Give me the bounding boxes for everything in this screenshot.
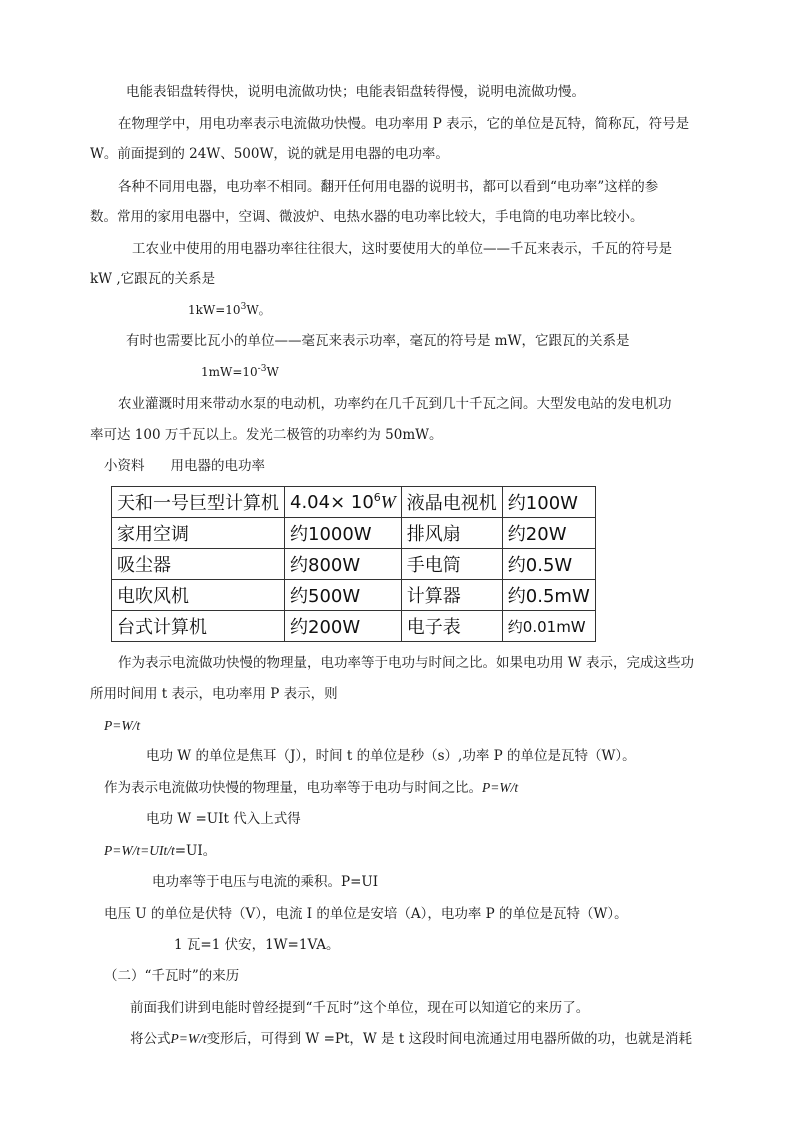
formula-inline: P=W/t: [482, 780, 519, 795]
table-cell: 电子表: [401, 611, 502, 642]
table-cell: 天和一号巨型计算机: [112, 487, 285, 518]
paragraph-line: 工农业中使用的用电器功率往往很大，这时要使用大的单位——千瓦来表示，千瓦的符号是: [132, 241, 672, 257]
section-heading: （二）“千瓦时”的来历: [104, 968, 240, 984]
table-cell: 液晶电视机: [401, 487, 502, 518]
table-row: [112, 518, 596, 549]
paragraph-line: 所用时间用 t 表示，电功率用 P 表示，则: [90, 686, 338, 702]
cell-exponent: 6: [373, 490, 381, 504]
formula-kw: [188, 300, 271, 320]
paragraph-line: 在物理学中，用电功率表示电流做功快慢。电功率用 P 表示，它的单位是瓦特，简称瓦，符号是: [118, 116, 690, 132]
paragraph-line: 电功率等于电压与电流的乘积。P=UI: [152, 874, 379, 890]
table-cell: 约0.5W: [502, 549, 595, 580]
paragraph-line: 率可达 100 万千瓦以上。发光二极管的功率约为 50mW。: [90, 427, 443, 443]
paragraph-line: W。前面提到的 24W、500W，说的就是用电器的电功率。: [90, 146, 449, 162]
formula-inline: P=W/t: [170, 1031, 207, 1046]
caption-title: 用电器的电功率: [170, 458, 265, 474]
formula-text: W。: [246, 303, 271, 317]
table-cell: 约0.01mW: [502, 611, 595, 642]
table-cell: 计算器: [401, 580, 502, 611]
line-text: 作为表示电流做功快慢的物理量，电功率等于电功与时间之比。: [104, 780, 482, 796]
paragraph-line: 数。常用的家用电器中，空调、微波炉、电热水器的电功率比较大，手电筒的电功率比较小。: [90, 209, 644, 225]
sidebar-caption: [104, 456, 265, 476]
formula-exponent: -3: [257, 364, 267, 374]
formula-exponent: 3: [240, 302, 247, 312]
table-cell: 台式计算机: [112, 611, 285, 642]
table-cell: 手电筒: [401, 549, 502, 580]
paragraph-line: 电功 W =UIt 代入上式得: [146, 811, 301, 827]
table-cell: 排风扇: [401, 518, 502, 549]
formula-text: 1kW=10: [188, 303, 241, 317]
formula-unit: 1 瓦=1 伏安，1W=1VA。: [174, 937, 340, 953]
table-cell: 约500W: [285, 580, 402, 611]
formula-text: 1mW=10: [201, 365, 258, 379]
table-cell: 约20W: [502, 518, 595, 549]
table-row: [112, 580, 596, 611]
paragraph-line: 前面我们讲到电能时曾经提到“千瓦时”这个单位，现在可以知道它的来历了。: [130, 1000, 590, 1016]
power-table: [111, 486, 596, 642]
formula-text: W: [266, 365, 279, 379]
table-cell: [285, 487, 402, 518]
paragraph-line: 电能表铝盘转得快，说明电流做功快；电能表铝盘转得慢，说明电流做功慢。: [126, 84, 585, 100]
caption-label: 小资料: [104, 458, 145, 474]
table-cell: 约1000W: [285, 518, 402, 549]
formula-power: P=W/t: [104, 718, 141, 733]
paragraph-line: 农业灌溉时用来带动水泵的电动机，功率约在几千瓦到几十千瓦之间。大型发电站的发电机功: [118, 396, 672, 412]
table-cell: 吸尘器: [112, 549, 285, 580]
table-row: [112, 611, 596, 642]
table-cell: 约100W: [502, 487, 595, 518]
formula-inline: P=W/t=UIt/t: [104, 843, 175, 858]
formula-derivation: [104, 841, 216, 861]
table-cell: 家用空调: [112, 518, 285, 549]
table-cell: 电吹风机: [112, 580, 285, 611]
paragraph-line: 各种不同用电器，电功率不相同。翻开任何用电器的说明书，都可以看到“电功率”这样的参: [118, 179, 659, 195]
cell-text: 4.04× 10: [290, 491, 374, 513]
line-text: 将公式: [130, 1031, 171, 1047]
paragraph-line: 电压 U 的单位是伏特（V），电流 I 的单位是安培（A），电功率 P 的单位是瓦特（W）。: [104, 906, 628, 922]
table-row: [112, 487, 596, 518]
paragraph-line: [104, 778, 518, 798]
formula-result: =UI。: [174, 843, 217, 859]
paragraph-line: 作为表示电流做功快慢的物理量，电功率等于电功与时间之比。如果电功用 W 表示，完成这些功: [118, 655, 694, 671]
paragraph-line: kW ,它跟瓦的关系是: [90, 271, 216, 287]
line-text: 变形后，可得到 W =Pt，W 是 t 这段时间电流通过用电器所做的功，也就是消耗: [206, 1031, 693, 1047]
cell-unit: W: [380, 491, 396, 512]
formula-mw: [201, 362, 279, 382]
table-cell: 约200W: [285, 611, 402, 642]
table-row: [112, 549, 596, 580]
table-cell: 约800W: [285, 549, 402, 580]
paragraph-line: [130, 1029, 692, 1049]
table-cell: 约0.5mW: [502, 580, 595, 611]
paragraph-line: 电功 W 的单位是焦耳（J），时间 t 的单位是秒（s）,功率 P 的单位是瓦特（W）。: [146, 748, 636, 764]
paragraph-line: 有时也需要比瓦小的单位——毫瓦来表示功率，毫瓦的符号是 mW，它跟瓦的关系是: [126, 333, 630, 349]
